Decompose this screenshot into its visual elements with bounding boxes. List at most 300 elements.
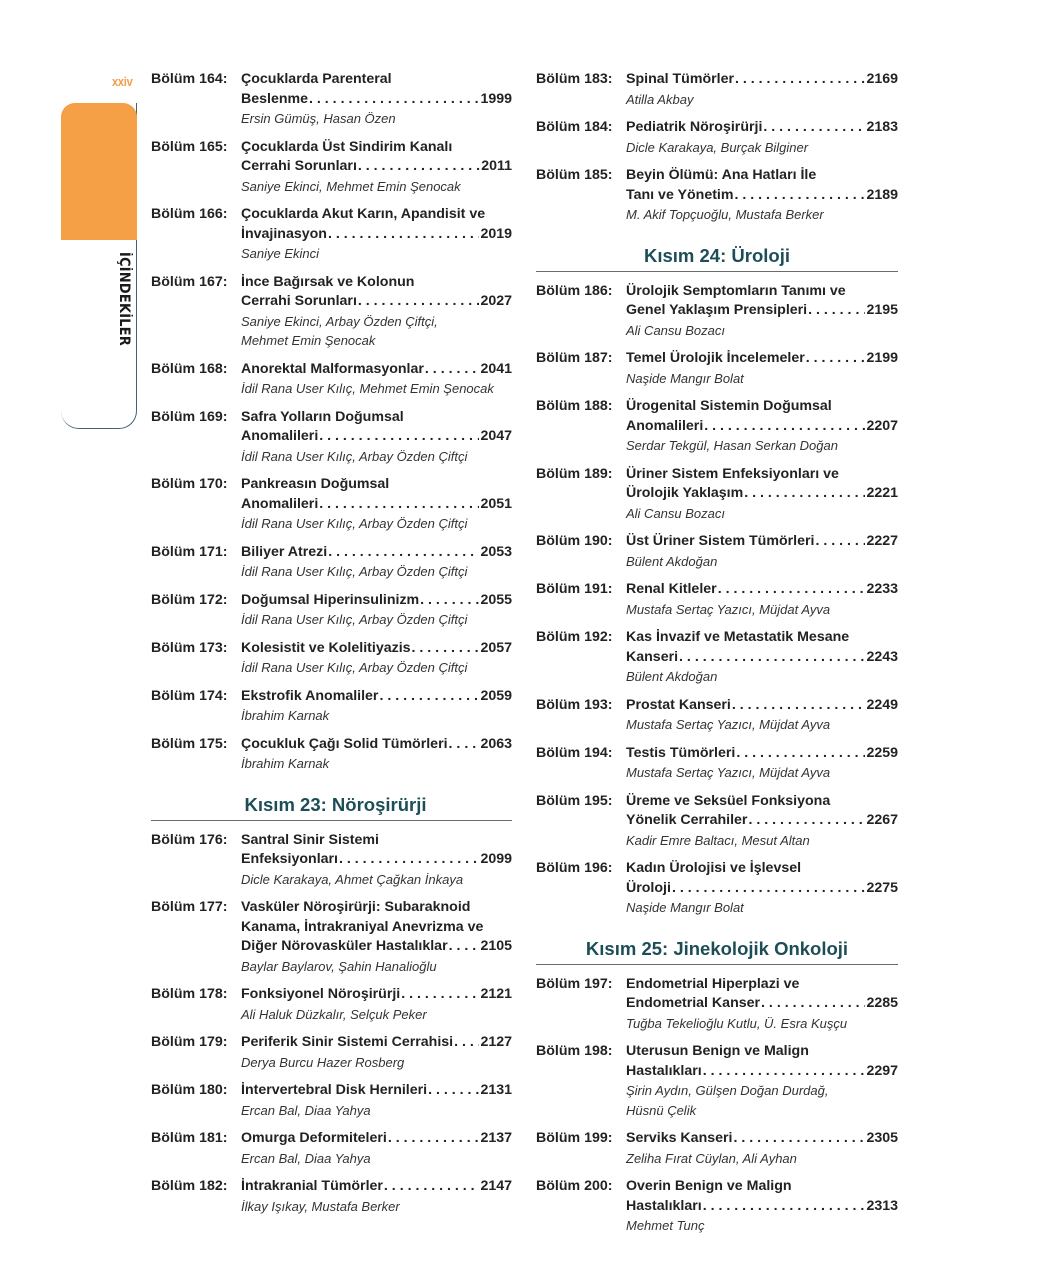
page-reference: 2057 (480, 639, 512, 656)
chapter-body (241, 1081, 512, 1120)
chapter-title-row (626, 1062, 898, 1082)
page-reference: 1999 (480, 90, 512, 107)
dot-leader (339, 850, 479, 870)
chapter-authors: İdil Rana User Kılıç, Arbay Özden Çiftçi (241, 516, 468, 531)
toc-entry[interactable] (536, 580, 898, 619)
chapter-authors: Naşide Mangır Bolat (626, 900, 744, 915)
chapter-body (626, 1129, 898, 1168)
chapter-number: Bölüm 185: (536, 167, 613, 183)
page-reference: 2027 (480, 293, 512, 309)
toc-entry[interactable] (536, 792, 898, 851)
chapter-authors: Bülent Akdoğan (626, 669, 718, 684)
toc-entry[interactable] (151, 543, 512, 582)
chapter-body (626, 1177, 898, 1236)
chapter-title: Serviks Kanseri (626, 1130, 733, 1146)
chapter-body (626, 70, 898, 109)
chapter-number: Bölüm 164: (151, 71, 228, 87)
chapter-title-row (626, 744, 898, 764)
chapter-body (241, 543, 512, 582)
chapter-authors: Mustafa Sertaç Yazıcı, Müjdat Ayva (626, 765, 831, 780)
chapter-body (626, 628, 898, 687)
chapter-title: Omurga Deformiteleri (241, 1130, 387, 1146)
chapter-number: Bölüm 197: (536, 975, 613, 992)
dot-leader (704, 417, 865, 437)
chapter-title-line: Üreme ve Seksüel Fonksiyona (626, 792, 831, 809)
chapter-title-line: Endometrial Hiperplazi ve (626, 975, 800, 992)
toc-entry[interactable] (536, 118, 898, 157)
chapter-authors: İdil Rana User Kılıç, Arbay Özden Çiftçi (241, 660, 468, 675)
chapter-title-row (241, 850, 512, 870)
chapter-title: Enfeksiyonları (241, 851, 338, 867)
chapter-title-line: Pankreasın Doğumsal (241, 476, 390, 492)
chapter-title: Fonksiyonel Nöroşirürji (241, 986, 401, 1002)
toc-entry[interactable] (151, 831, 512, 890)
dot-leader (319, 495, 479, 515)
chapter-body (241, 639, 512, 678)
chapter-title: İnvajinasyon (241, 225, 327, 242)
chapter-body (626, 1042, 898, 1120)
entry-list (151, 70, 512, 774)
chapter-number: Bölüm 182: (151, 1178, 228, 1194)
left-column (151, 70, 512, 1225)
toc-entry[interactable] (151, 591, 512, 630)
chapter-body (241, 138, 512, 197)
toc-entry[interactable] (536, 397, 898, 456)
dot-leader (328, 543, 479, 563)
chapter-number: Bölüm 176: (151, 831, 228, 848)
dot-leader (401, 985, 479, 1005)
section-heading: Kısım 25: Jinekolojik Onkoloji (536, 938, 898, 965)
chapter-body (241, 273, 512, 351)
chapter-body (626, 465, 898, 524)
chapter-title-row (241, 687, 512, 707)
page-reference: 2047 (480, 428, 512, 444)
chapter-authors: Baylar Baylarov, Şahin Hanalioğlu (241, 958, 437, 974)
chapter-title: Üroloji (626, 879, 671, 896)
chapter-number: Bölüm 189: (536, 465, 613, 482)
entry-list (536, 70, 898, 225)
toc-entry[interactable] (536, 1042, 898, 1120)
chapter-authors: İdil Rana User Kılıç, Mehmet Emin Şenocak (241, 381, 494, 396)
page-reference: 2227 (866, 533, 898, 549)
toc-entry[interactable] (151, 1033, 512, 1072)
chapter-title: Renal Kitleler (626, 581, 717, 597)
toc-entry[interactable] (536, 975, 898, 1034)
dot-leader (358, 292, 480, 312)
chapter-body (241, 360, 512, 399)
dot-leader (736, 744, 865, 764)
chapter-number: Bölüm 194: (536, 744, 613, 761)
toc-entry[interactable] (536, 1177, 898, 1236)
chapter-title: Üst Üriner Sistem Tümörleri (626, 533, 815, 549)
dot-leader (761, 994, 865, 1014)
chapter-title: Doğumsal Hiperinsulinizm (241, 591, 420, 608)
chapter-title-line: Çocuklarda Parenteral (241, 71, 392, 87)
toc-entry[interactable] (151, 273, 512, 351)
chapter-title: Diğer Nörovasküler Hastalıklar (241, 938, 448, 954)
chapter-title: Beslenme (241, 90, 309, 107)
chapter-title-line: Santral Sinir Sistemi (241, 831, 379, 848)
chapter-body (241, 831, 512, 890)
chapter-title-row (241, 937, 512, 957)
chapter-title-row (626, 648, 898, 668)
toc-entry[interactable] (151, 360, 512, 399)
chapter-number: Bölüm 171: (151, 543, 228, 560)
chapter-body (626, 166, 898, 225)
chapter-body (241, 1033, 512, 1072)
right-column (536, 70, 898, 1245)
dot-leader (420, 591, 479, 611)
toc-entry[interactable] (536, 282, 898, 341)
chapter-authors: Mustafa Sertaç Yazıcı, Müjdat Ayva (626, 601, 831, 617)
dot-leader (815, 532, 865, 552)
chapter-number: Bölüm 199: (536, 1130, 613, 1146)
dot-leader (763, 118, 865, 138)
chapter-title-row (626, 1129, 898, 1149)
chapter-number: Bölüm 167: (151, 273, 228, 290)
chapter-authors: Naşide Mangır Bolat (626, 370, 744, 386)
chapter-body (241, 898, 512, 976)
chapter-title-row (241, 591, 512, 611)
chapter-number: Bölüm 173: (151, 639, 228, 656)
chapter-title-line: Uterusun Benign ve Malign (626, 1043, 809, 1059)
chapter-title: Endometrial Kanser (626, 995, 761, 1011)
chapter-title: Çocukluk Çağı Solid Tümörleri (241, 735, 448, 752)
chapter-title-row (241, 985, 512, 1005)
page-reference: 2189 (866, 186, 898, 203)
chapter-authors: Ercan Bal, Diaa Yahya (241, 1150, 371, 1166)
chapter-title-row (626, 811, 898, 831)
chapter-authors: Mustafa Sertaç Yazıcı, Müjdat Ayva (626, 717, 831, 732)
chapter-title-row (241, 292, 512, 312)
chapter-title: Hastalıkları (626, 1197, 702, 1214)
chapter-number: Bölüm 165: (151, 138, 228, 155)
chapter-number: Bölüm 191: (536, 581, 613, 597)
chapter-title-row (241, 1033, 512, 1053)
section-heading: Kısım 23: Nöroşirürji (151, 794, 512, 821)
toc-entry[interactable] (151, 70, 512, 129)
chapter-number: Bölüm 179: (151, 1034, 228, 1050)
chapter-authors: İbrahim Karnak (241, 756, 330, 771)
chapter-authors: Derya Burcu Hazer Rosberg (241, 1054, 405, 1070)
dot-leader (735, 186, 866, 206)
chapter-body (626, 975, 898, 1034)
chapter-title: Pediatrik Nöroşirürji (626, 119, 763, 135)
chapter-title: Kolesistit ve Kolelitiyazis (241, 639, 411, 656)
chapter-body (241, 735, 512, 774)
chapter-number: Bölüm 184: (536, 119, 613, 135)
side-tab-label: İÇİNDEKİLER (116, 252, 132, 347)
chapter-title: Cerrahi Sorunları (241, 158, 357, 174)
chapter-title-row (626, 994, 898, 1014)
chapter-number: Bölüm 192: (536, 629, 613, 645)
page-reference: 2147 (480, 1178, 512, 1194)
dot-leader (358, 157, 480, 177)
chapter-title: Anomalileri (241, 495, 319, 512)
dot-leader (735, 70, 865, 90)
chapter-title: Hastalıkları (626, 1062, 702, 1079)
toc-entry[interactable] (536, 628, 898, 687)
chapter-number: Bölüm 187: (536, 350, 613, 366)
dot-leader (748, 811, 865, 831)
dot-leader (672, 879, 866, 899)
chapter-number: Bölüm 190: (536, 533, 613, 549)
dot-leader (744, 484, 865, 504)
chapter-title-row (241, 639, 512, 659)
chapter-body (241, 1177, 512, 1216)
page-reference: 2131 (480, 1082, 512, 1098)
section-heading: Kısım 24: Üroloji (536, 245, 898, 272)
toc-entry[interactable] (536, 744, 898, 783)
chapter-body (626, 118, 898, 157)
toc-entry[interactable] (151, 687, 512, 726)
chapter-body (241, 70, 512, 129)
dot-leader (808, 301, 865, 321)
entry-list (151, 831, 512, 1217)
chapter-authors: İdil Rana User Kılıç, Arbay Özden Çiftçi (241, 448, 468, 464)
chapter-body (626, 859, 898, 918)
chapter-authors: İdil Rana User Kılıç, Arbay Özden Çiftçi (241, 612, 468, 627)
dot-leader (319, 427, 479, 447)
chapter-authors: Serdar Tekgül, Hasan Serkan Doğan (626, 438, 838, 453)
chapter-title-line: Overin Benign ve Malign (626, 1178, 792, 1194)
chapter-title-row (241, 543, 512, 563)
chapter-body (626, 349, 898, 388)
chapter-title-row (626, 532, 898, 552)
chapter-authors: İdil Rana User Kılıç, Arbay Özden Çiftçi (241, 564, 468, 579)
dot-leader (388, 1129, 480, 1149)
chapter-title: Tanı ve Yönetim (626, 186, 734, 203)
page-reference: 2199 (866, 350, 898, 366)
dot-leader (718, 580, 866, 600)
toc-entry[interactable] (151, 408, 512, 467)
page-reference: 2243 (866, 648, 898, 665)
chapter-body (626, 532, 898, 571)
page-number: xxiv (112, 74, 133, 89)
chapter-title-row (241, 1177, 512, 1197)
chapter-body (241, 205, 512, 264)
chapter-title: Testis Tümörleri (626, 744, 736, 761)
chapter-authors: Mehmet Emin Şenocak (241, 333, 376, 348)
chapter-title-row (241, 157, 512, 177)
chapter-authors: Ali Cansu Bozacı (626, 505, 725, 521)
chapter-title: İntrakranial Tümörler (241, 1178, 383, 1194)
chapter-title-line: Vasküler Nöroşirürji: Subaraknoid (241, 899, 471, 915)
toc-entry[interactable] (536, 1129, 898, 1168)
chapter-authors: İbrahim Karnak (241, 708, 330, 723)
chapter-number: Bölüm 196: (536, 860, 613, 876)
toc-entry[interactable] (151, 1177, 512, 1216)
page-reference: 2195 (866, 302, 898, 318)
dot-leader (733, 1129, 865, 1149)
page-reference: 2059 (480, 687, 512, 704)
dot-leader (703, 1062, 866, 1082)
chapter-title: Kanseri (626, 648, 679, 665)
chapter-title-row (626, 118, 898, 138)
chapter-authors: Dicle Karakaya, Burçak Bilginer (626, 139, 809, 155)
chapter-authors: Saniye Ekinci, Arbay Özden Çiftçi, (241, 313, 438, 329)
side-tab-accent (61, 103, 137, 240)
entry-list (536, 975, 898, 1236)
page-reference: 2041 (480, 360, 512, 377)
chapter-authors: Saniye Ekinci (241, 246, 320, 261)
page-reference: 2259 (866, 744, 898, 761)
chapter-title: Yönelik Cerrahiler (626, 812, 748, 828)
chapter-authors: Dicle Karakaya, Ahmet Çağkan İnkaya (241, 871, 464, 887)
dot-leader (703, 1197, 866, 1217)
dot-leader (428, 1081, 479, 1101)
toc-entry[interactable] (151, 898, 512, 976)
chapter-title: Prostat Kanseri (626, 696, 731, 713)
chapter-body (241, 591, 512, 630)
chapter-number: Bölüm 170: (151, 476, 228, 492)
chapter-number: Bölüm 166: (151, 206, 228, 222)
toc-entry[interactable] (536, 349, 898, 388)
chapter-authors: Ercan Bal, Diaa Yahya (241, 1102, 371, 1118)
chapter-title-row (626, 417, 898, 437)
chapter-authors: Ersin Gümüş, Hasan Özen (241, 111, 396, 126)
chapter-title: Anomalileri (241, 428, 319, 444)
dot-leader (379, 687, 479, 707)
toc-entry[interactable] (536, 532, 898, 571)
chapter-body (626, 282, 898, 341)
chapter-number: Bölüm 188: (536, 398, 613, 414)
dot-leader (732, 696, 866, 716)
chapter-title-row (626, 580, 898, 600)
chapter-title: Temel Ürolojik İncelemeler (626, 350, 805, 366)
page-reference: 2267 (866, 812, 898, 828)
page-reference: 2055 (480, 591, 512, 608)
chapter-title-row (626, 349, 898, 369)
page-reference: 2053 (480, 543, 512, 560)
toc-entry[interactable] (536, 465, 898, 524)
page-reference: 2121 (480, 986, 512, 1002)
chapter-title: Ekstrofik Anomaliler (241, 687, 379, 704)
chapter-authors: Hüsnü Çelik (626, 1102, 697, 1118)
chapter-authors: Ali Haluk Düzkalır, Selçuk Peker (241, 1006, 427, 1022)
chapter-number: Bölüm 177: (151, 899, 228, 915)
dot-leader (454, 1033, 479, 1053)
dot-leader (449, 937, 480, 957)
toc-entry[interactable] (151, 205, 512, 264)
toc-entry[interactable] (536, 166, 898, 225)
dot-leader (384, 1177, 480, 1197)
chapter-title: Anomalileri (626, 417, 704, 434)
chapter-number: Bölüm 172: (151, 591, 228, 608)
chapter-title-row (626, 696, 898, 716)
chapter-title-row (241, 225, 512, 245)
dot-leader (328, 225, 479, 245)
chapter-body (241, 687, 512, 726)
page-reference: 2019 (480, 225, 512, 242)
page-reference: 2063 (480, 735, 512, 752)
chapter-title-row (241, 1081, 512, 1101)
chapter-title-row (626, 484, 898, 504)
chapter-title-line: İnce Bağırsak ve Kolonun (241, 273, 415, 290)
chapter-authors: M. Akif Topçuoğlu, Mustafa Berker (626, 207, 824, 222)
chapter-number: Bölüm 175: (151, 735, 228, 752)
toc-entry[interactable] (536, 859, 898, 918)
toc-entry[interactable] (151, 475, 512, 534)
page-reference: 2207 (866, 417, 898, 434)
chapter-title-line: Çocuklarda Akut Karın, Apandisit ve (241, 206, 486, 222)
page-reference: 2249 (866, 696, 898, 713)
chapter-number: Bölüm 200: (536, 1178, 613, 1194)
chapter-number: Bölüm 198: (536, 1043, 613, 1059)
page-reference: 2305 (866, 1130, 898, 1146)
chapter-title-line: Ürogenital Sistemin Doğumsal (626, 398, 832, 414)
chapter-body (241, 985, 512, 1024)
chapter-body (626, 792, 898, 851)
page-reference: 2011 (481, 158, 512, 174)
page-reference: 2127 (480, 1034, 512, 1050)
chapter-title: Spinal Tümörler (626, 71, 734, 87)
chapter-title-row (626, 1197, 898, 1217)
chapter-title-row (626, 70, 898, 90)
page-reference: 2051 (480, 495, 512, 512)
chapter-title-line: Safra Yolların Doğumsal (241, 408, 404, 425)
chapter-title: Ürolojik Yaklaşım (626, 485, 744, 501)
toc-entry[interactable] (151, 1081, 512, 1120)
chapter-number: Bölüm 174: (151, 687, 228, 704)
dot-leader (679, 648, 865, 668)
chapter-body (241, 475, 512, 534)
toc-entry[interactable] (151, 985, 512, 1024)
dot-leader (806, 349, 866, 369)
page-reference: 2099 (480, 851, 512, 867)
chapter-authors: Tuğba Tekelioğlu Kutlu, Ü. Esra Kuşçu (626, 1015, 848, 1031)
chapter-number: Bölüm 193: (536, 696, 613, 713)
toc-entry[interactable] (151, 735, 512, 774)
page-reference: 2297 (866, 1062, 898, 1079)
chapter-number: Bölüm 180: (151, 1082, 228, 1098)
chapter-body (241, 408, 512, 467)
chapter-title-row (626, 301, 898, 321)
chapter-title-line: Çocuklarda Üst Sindirim Kanalı (241, 138, 453, 155)
page-reference: 2169 (866, 71, 898, 87)
chapter-title: Anorektal Malformasyonlar (241, 360, 424, 377)
chapter-number: Bölüm 178: (151, 986, 228, 1002)
toc-entry[interactable] (151, 138, 512, 197)
chapter-title-line: Üriner Sistem Enfeksiyonları ve (626, 465, 839, 482)
chapter-number: Bölüm 168: (151, 360, 228, 377)
page-reference: 2275 (866, 879, 898, 896)
toc-entry[interactable] (536, 696, 898, 735)
page-reference: 2105 (480, 938, 512, 954)
page-reference: 2221 (866, 485, 898, 501)
dot-leader (449, 735, 480, 755)
chapter-body (626, 580, 898, 619)
chapter-title-row (241, 735, 512, 755)
chapter-title-line: Kas İnvazif ve Metastatik Mesane (626, 629, 850, 645)
chapter-authors: Bülent Akdoğan (626, 553, 718, 569)
chapter-title-row (241, 90, 512, 110)
chapter-body (241, 1129, 512, 1168)
toc-entry[interactable] (151, 1129, 512, 1168)
toc-entry[interactable] (151, 639, 512, 678)
toc-entry[interactable] (536, 70, 898, 109)
chapter-title-row (241, 495, 512, 515)
chapter-title: Cerrahi Sorunları (241, 293, 357, 309)
dot-leader (412, 639, 480, 659)
chapter-title: Biliyer Atrezi (241, 543, 328, 560)
chapter-title: İntervertebral Disk Hernileri (241, 1082, 428, 1098)
chapter-number: Bölüm 181: (151, 1130, 228, 1146)
page-reference: 2233 (866, 581, 898, 597)
chapter-body (626, 696, 898, 735)
chapter-title-line: Kadın Ürolojisi ve İşlevsel (626, 860, 802, 876)
chapter-title-row (626, 186, 898, 206)
